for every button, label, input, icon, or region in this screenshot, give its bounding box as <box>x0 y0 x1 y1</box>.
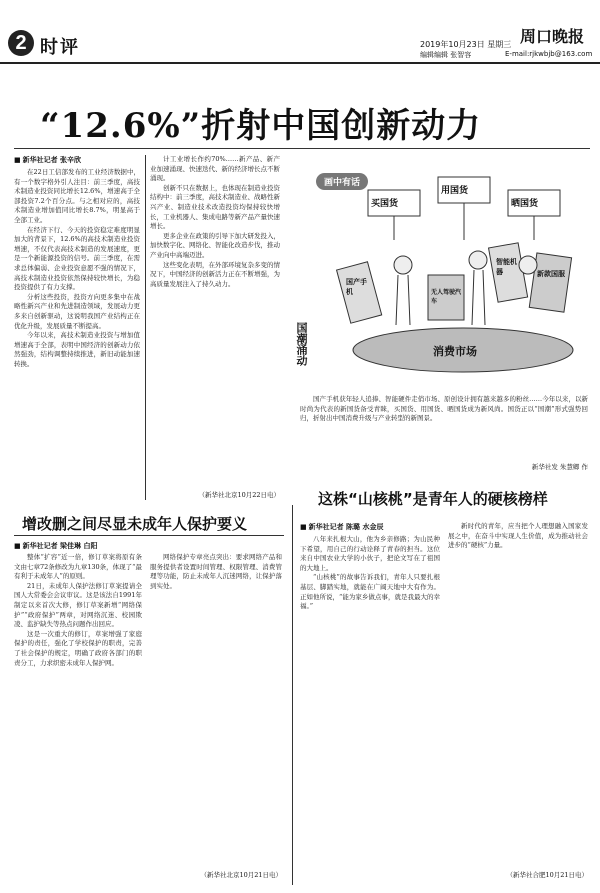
paragraph: 八年来扎根大山，他为乡亲修路；为山民种下希望，用自己的行动诠释了青春的担当。这位来自中国农业大学的小伙子，把论文写在了祖国的大地上。 <box>300 535 440 572</box>
paragraph: 这是一次重大的修订，草案增强了家庭保护的责任，强化了学校保护的职责，完善了社会保护的规定，明确了政府各部门的职责分工，力求织密未成年人保护网。 <box>14 629 142 667</box>
shopper-head <box>394 256 412 274</box>
article3-column-right <box>448 522 588 862</box>
title-rule <box>14 148 590 149</box>
paragraph: 21日，未成年人保护法修订草案提请全国人大常委会会议审议。这是该法自1991年制定以来首次大修，修订草案新增“网络保护”“政府保护”两章，对网络沉迷、校园欺凌、监护缺失等热点问题作出回应。 <box>14 581 142 629</box>
article2-byline: ■ 新华社记者 梁佳琳 白阳 <box>14 541 98 551</box>
header-divider <box>0 62 600 64</box>
article2-rule <box>14 535 284 536</box>
paragraph: 在经济下行、今天的投资稳定难度明显加大的背景下，12.6%的高技术制造业投资增速，不仅代表高技术制造的发展速度，更是一个新能源投资的信号。前三季度，在需求总体偏弱、企业投资意愿不强的情况下，高技术制造业投资依然保持较快增长，为稳投资提供了有力支撑。 <box>14 225 140 292</box>
issue-date: 2019年10月23日 星期三 <box>420 40 512 49</box>
article1-column-right <box>150 155 280 485</box>
editor-line: 编辑编辑 张智容 <box>420 51 472 59</box>
article1-column-left <box>14 168 140 503</box>
illustration-tag: 画中有话 <box>316 173 368 190</box>
headline-article2: 增改删之间尽显未成年人保护要义 <box>22 515 248 533</box>
page-number-badge: 2 <box>8 30 34 56</box>
illustration-credit: 新华社发 朱慧卿 作 <box>531 463 588 471</box>
article3-source: （新华社合肥10月21日电） <box>506 871 588 879</box>
sign-text: 用国货 <box>441 186 469 196</box>
shopper-head <box>469 251 487 269</box>
paragraph: 新时代的青年，应当把个人理想融入国家发展之中，在奋斗中实现人生价值，成为推动社会进步的“硬核”力量。 <box>448 522 588 550</box>
paragraph: 更多企业在政策的引导下加大研发投入，加快数字化、网络化、智能化改造步伐，推动产业向中高端迈进。 <box>150 231 280 259</box>
illustration-description <box>300 395 588 455</box>
sign-text: 晒国货 <box>511 199 539 209</box>
paragraph: 国产手机获年轻人追捧、智能硬件走俏市场、原创设计拥有越来越多的粉丝……今年以来，以新时尚为代表的新国货备受青睐，买国货、用国货、晒国货成为新风尚。国货正以“国潮”形式强势回归，折射出中国消费升级与产业转型的新图景。 <box>300 395 588 423</box>
paragraph: 整体“扩容”近一倍，修订草案将原有条文由七章72条修改为九章130条，体现了“最有利于未成年人”的原则。 <box>14 553 142 581</box>
illustration-caption: 国潮涌动 <box>295 322 308 366</box>
email-address[interactable]: E-mail:rjkwbjb@163.com <box>505 50 593 58</box>
section-title: 时评 <box>40 37 80 58</box>
sign-text: 买国货 <box>371 199 399 209</box>
article2-column-left <box>14 553 142 883</box>
article3-column-left <box>300 535 440 880</box>
box-label: 无人驾驶汽车 <box>431 289 462 305</box>
paragraph: 这些变化表明，在外部环境复杂多变的情况下，中国经济的创新活力正在不断增强，为高质量发展注入了持久动力。 <box>150 260 280 288</box>
headline-main: “12.6%”折射中国创新动力 <box>40 106 482 146</box>
headline-article3: 这株“山核桃”是青年人的硬核榜样 <box>318 490 548 508</box>
paragraph: 分析这些投资，投资方向更多集中在战略性新兴产业和先进制造领域，发展动力更多来自创新驱动，这说明我国产业结构正在优化升级，发展质量不断提高。 <box>14 292 140 330</box>
paragraph: 创新不只在数据上，也体现在制造业投资结构中：前三季度，高技术制造业、战略性新兴产业、制造业技术改造投资均保持较快增长，工业机器人、集成电路等新产品产量快速增长。 <box>150 183 280 231</box>
article3-byline: ■ 新华社记者 陈璐 水金辰 <box>300 522 384 532</box>
article2-column-right <box>150 553 282 863</box>
column-divider <box>292 505 293 885</box>
box-label: 智能机器 <box>496 258 517 276</box>
masthead-logo: 周口晚报 <box>520 27 585 46</box>
article1-byline: ■ 新华社记者 张辛欣 <box>14 155 81 165</box>
paragraph: 网络保护专章亮点突出：要求网络产品和服务提供者设置时间管理、权限管理、消费管理等功能，防止未成年人沉迷网络，让保护落到实处。 <box>150 553 282 590</box>
paragraph: 在22日工信部发布的工业经济数据中，有一个数字格外引人注目：前三季度，高技术制造业投资同比增长12.6%，增速高于全部投资7.2个百分点。与之相对应的，高技术制造业增加值同比增长8.7%，明显高于全部工业。 <box>14 168 140 224</box>
article1-source: （新华社北京10月22日电） <box>198 491 280 499</box>
market-label: 消费市场 <box>433 345 477 358</box>
paragraph: 计工业增长作约70%……新产品、新产业加速涌现、快速迭代、新的经济增长点不断涌现。 <box>150 155 280 183</box>
column-divider <box>145 155 146 500</box>
box-label: 国产手机 <box>346 278 367 296</box>
paragraph: 今年以来，高技术制造业投资与增加值增速高于全部，表明中国经济的创新动力依然强劲，结构调整持续推进，新旧动能加速转换。 <box>14 331 140 368</box>
cartoon-illustration <box>288 165 588 380</box>
article2-source: （新华社北京10月21日电） <box>200 871 282 879</box>
paragraph: “山核桃”的故事告诉我们，青年人只要扎根基层、脚踏实地，就能在广阔天地中大有作为。正如他所说，“能为家乡做点事，就是我最大的幸福。” <box>300 573 440 611</box>
box-label: 新款国服 <box>537 270 565 278</box>
